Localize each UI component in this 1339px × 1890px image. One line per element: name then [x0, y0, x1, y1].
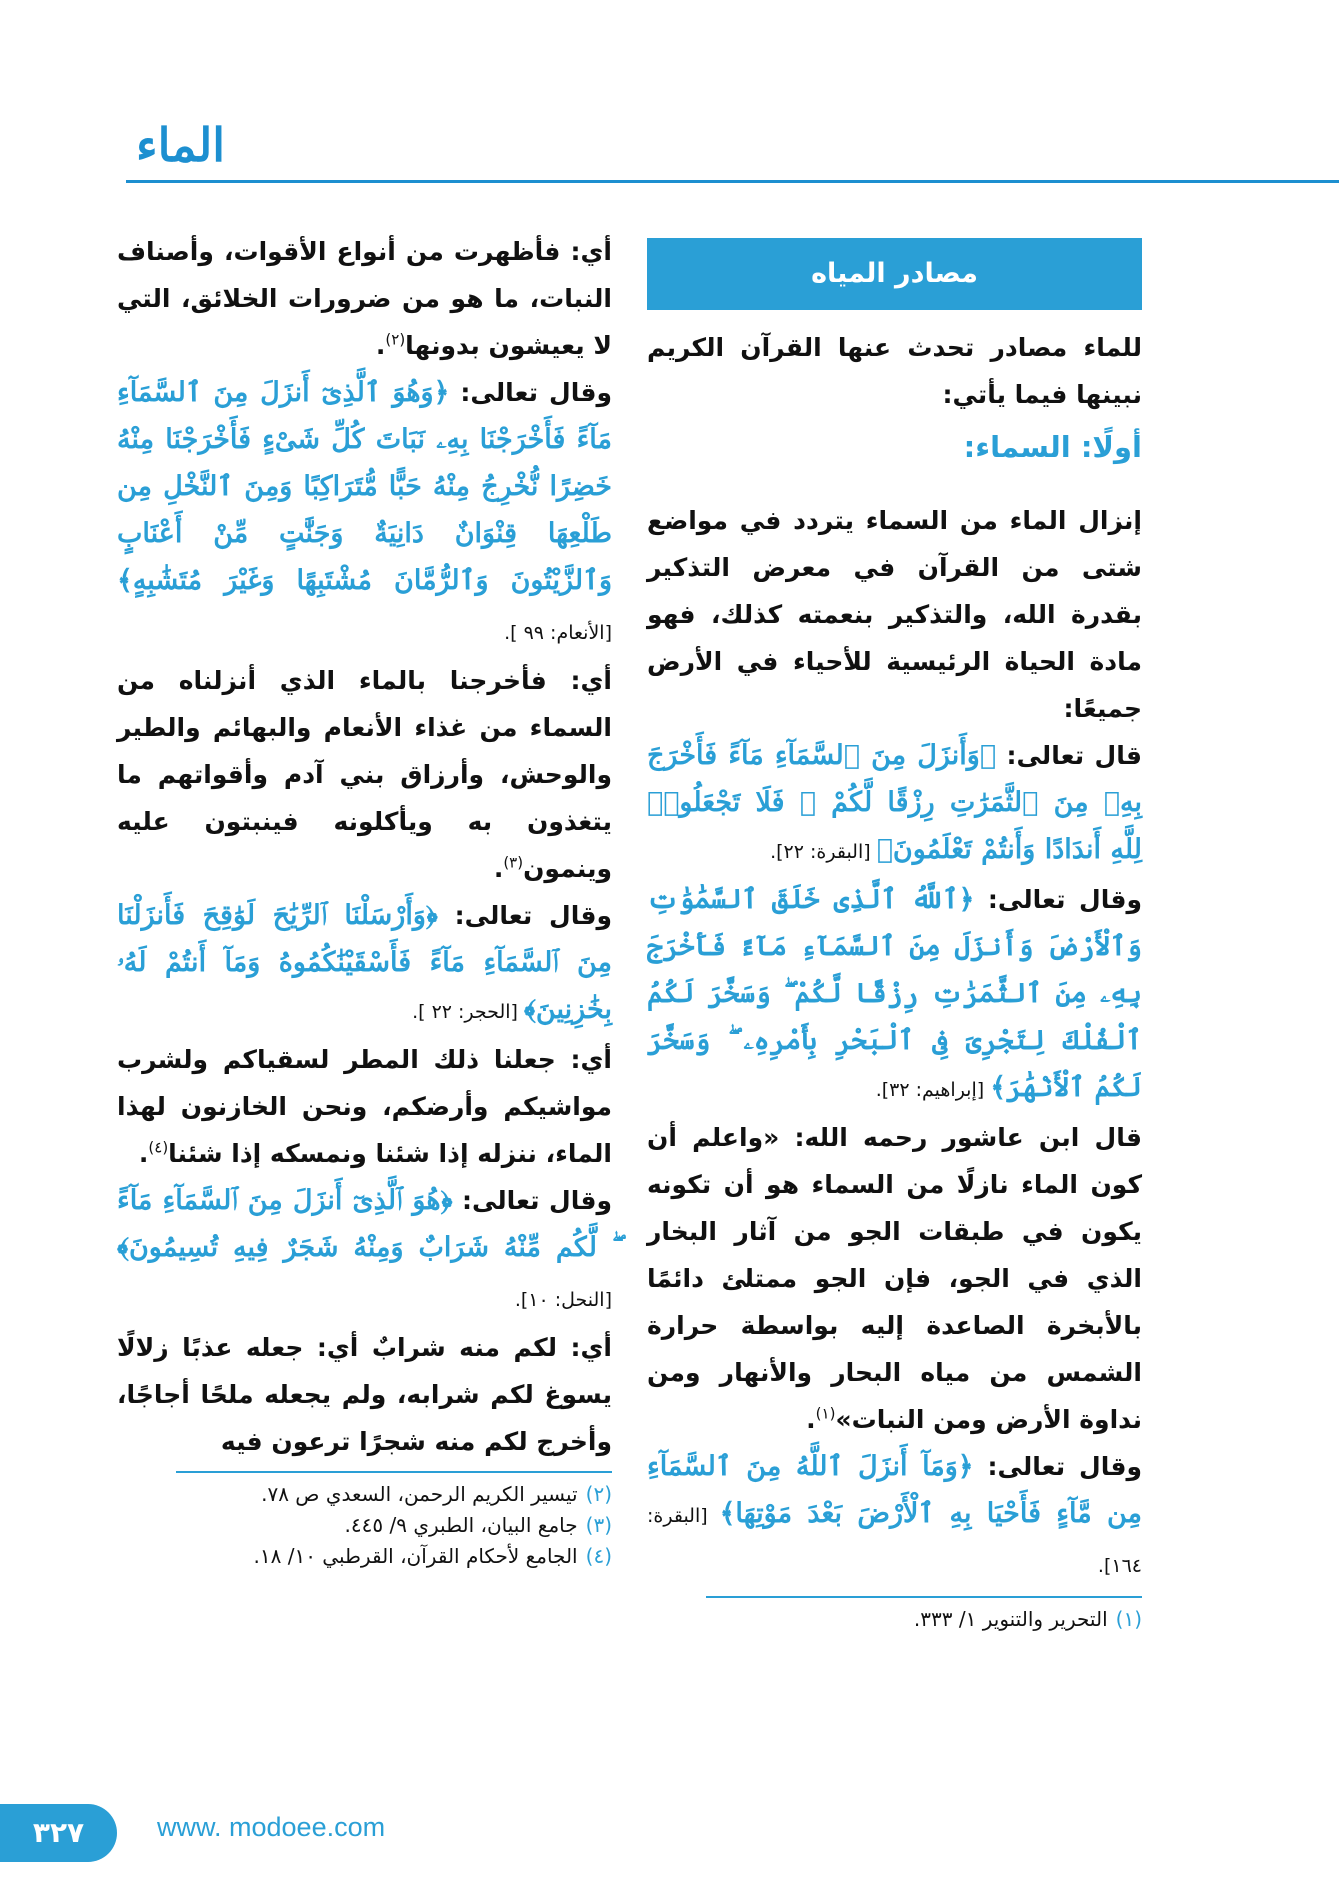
footnote-text: التحرير والتنوير ١/ ٣٣٣. [913, 1607, 1108, 1631]
header-rule [126, 180, 1339, 183]
paragraph: أي: فأظهرت من أنواع الأقوات، وأصناف النبات، ما هو من ضرورات الخلائق، التي لا يعيشون بدونها$^{(٢)}$. [117, 237, 612, 360]
quote-block [117, 369, 612, 657]
verse-reference: [البقرة: ١٦٤]. [647, 1505, 1142, 1577]
paragraph-text: أي: فأخرجنا بالماء الذي أنزلناه من السماء من غذاء الأنعام والبهائم والطير والوحش، وأرزاق بني آدم وأقواتهم ما يتغذون به ويأكلونه فينبتون عليه وينمون [117, 666, 612, 883]
right-column [647, 238, 1142, 1635]
quote-lead: وقال تعالى: [452, 1186, 612, 1215]
quote-block [647, 732, 1142, 876]
footnote-separator [706, 1596, 1142, 1598]
subheading: أولًا: السماء: [963, 430, 1142, 464]
quote-block [117, 1177, 612, 1324]
footnote-marker: (٤) [148, 1138, 169, 1157]
paragraph: أي: لكم منه شرابٌ أي: جعله عذبًا زلالًا يسوغ لكم شرابه، ولم يجعله ملحًا أجاجًا، وأخرج لكم منه شجرًا ترعون فيه [117, 1333, 612, 1456]
paragraph-text: أي: جعلنا ذلك المطر لسقياكم ولشرب مواشيكم وأرضكم، ونحن الخازنون لهذا الماء، ننزله إذا شئنا ونمسكه إذا شئنا [117, 1045, 612, 1168]
quote-block [647, 876, 1142, 1114]
paragraph: إنزال الماء من السماء يتردد في مواضع شتى من القرآن في معرض التذكير بقدرة الله، والتذكير بنعمته كذلك، فهو مادة الحياة الرئيسية للأحياء في الأرض جميعًا: [647, 506, 1142, 723]
quote-lead: وقال تعالى: [449, 378, 612, 407]
footnote-marker: (٢) [385, 330, 406, 349]
footnote-number: (١) [1115, 1607, 1142, 1631]
running-title: الماء [136, 118, 226, 172]
footnote-text: تيسير الكريم الرحمن، السعدي ص ٧٨. [261, 1482, 578, 1506]
footnote-separator [176, 1471, 612, 1473]
paragraph-text: أي: فأظهرت من أنواع الأقوات، وأصناف النبات، ما هو من ضرورات الخلائق، التي لا يعيشون بدونها [117, 237, 612, 360]
quran-verse: ﴿وَأَنزَلَ مِنَ ٱلسَّمَآءِ مَآءً فَأَخْرَجَ بِهِۦ مِنَ ٱلثَّمَرَٰتِ رِزْقًا لَّكُمْ ۖ فَلَا تَجْعَلُوا۟ لِلَّهِ أَندَادًا وَأَنتُمْ تَعْلَمُونَ﴾ [647, 740, 1142, 865]
quran-verse: ﴿وَأَرْسَلْنَا ٱلرِّيَٰحَ لَوَٰقِحَ فَأَنزَلْنَا مِنَ ٱلسَّمَآءِ مَآءً فَأَسْقَيْنَٰكُمُوهُ وَمَآ أَنتُمْ لَهُۥ بِخَٰزِنِينَ﴾ [117, 900, 612, 1025]
verse-reference: [الأنعام: ٩٩ ]. [504, 622, 612, 644]
left-column [117, 228, 612, 1572]
paragraph: قال ابن عاشور رحمه الله: «واعلم أن كون الماء نازلًا من السماء هو أن تكونه يكون في طبقات الجو من آثار البخار الذي في الجو، فإن الجو ممتلئ دائمًا بالأبخرة الصاعدة إليه بواسطة حرارة الشمس من مياه البحار والأنهار ومن نداوة الأرض ومن النبات»$^{(١)}$. [647, 1123, 1142, 1434]
quran-verse: ﴿ٱللَّهُ ٱلَّذِى خَلَقَ ٱلسَّمَٰوَٰتِ وَٱلْأَرْضَ وَأَنزَلَ مِنَ ٱلسَّمَآءِ مَآءً فَأَخْرَجَ بِهِۦ مِنَ ٱلثَّمَرَٰتِ رِزْقًا لَّكُمْ ۖ وَسَخَّرَ لَكُمُ ٱلْفُلْكَ لِتَجْرِىَ فِى ٱلْبَحْرِ بِأَمْرِهِۦ ۖ وَسَخَّرَ لَكُمُ ٱلْأَنْهَٰرَ﴾ [647, 884, 1142, 1103]
footnote-text: جامع البيان، الطبري ٩/ ٤٤٥. [344, 1513, 578, 1537]
section-title: مصادر المياه [647, 238, 1142, 310]
footnote-text: الجامع لأحكام القرآن، القرطبي ١٠/ ١٨. [253, 1544, 578, 1568]
footnote [117, 1479, 612, 1510]
quran-verse: ﴿وَمَآ أَنزَلَ ٱللَّهُ مِنَ ٱلسَّمَآءِ مِن مَّآءٍ فَأَحْيَا بِهِ ٱلْأَرْضَ بَعْدَ مَوْتِهَا﴾ [647, 1451, 1142, 1529]
website-link[interactable]: www. modoee.com [157, 1812, 386, 1842]
intro-paragraph: للماء مصادر تحدث عنها القرآن الكريم نبينها فيما يأتي: [647, 333, 1142, 409]
footnote [117, 1541, 612, 1572]
quran-verse: ﴿هُوَ ٱلَّذِىٓ أَنزَلَ مِنَ ٱلسَّمَآءِ مَآءً ۖ لَّكُم مِّنْهُ شَرَابٌ وَمِنْهُ شَجَرٌ فِيهِ تُسِيمُونَ﴾ [117, 1185, 612, 1263]
quote-lead: وقال تعالى: [973, 1452, 1142, 1481]
verse-reference: [النحل: ١٠]. [514, 1289, 612, 1311]
verse-reference: [الحجر: ٢٢ ]. [412, 1001, 524, 1023]
quote-lead: قال تعالى: [996, 741, 1142, 770]
footnote-number: (٣) [585, 1513, 612, 1537]
footnote [117, 1510, 612, 1541]
page-number-badge: ٣٢٧ [0, 1804, 117, 1862]
footnote-marker: (١) [815, 1404, 836, 1423]
paragraph-text: قال ابن عاشور رحمه الله: «واعلم أن كون الماء نازلًا من السماء هو أن تكونه يكون في طبقات الجو من آثار البخار الذي في الجو، فإن الجو ممتلئ دائمًا بالأبخرة الصاعدة إليه بواسطة حرارة الشمس من مياه البحار والأنهار ومن نداوة الأرض ومن النبات» [647, 1123, 1142, 1434]
verse-reference: [إبراهيم: ٣٢]. [875, 1079, 991, 1101]
quote-block [117, 892, 612, 1036]
footnote-number: (٤) [585, 1544, 612, 1568]
quote-lead: وقال تعالى: [437, 901, 612, 930]
quote-lead: وقال تعالى: [974, 885, 1142, 914]
quote-block [647, 1443, 1142, 1590]
paragraph: أي: جعلنا ذلك المطر لسقياكم ولشرب مواشيكم وأرضكم، ونحن الخازنون لهذا الماء، ننزله إذا شئنا ونمسكه إذا شئنا$^{(٤)}$. [117, 1045, 612, 1168]
footnote [647, 1604, 1142, 1635]
footnote-number: (٢) [585, 1482, 612, 1506]
paragraph: أي: فأخرجنا بالماء الذي أنزلناه من السماء من غذاء الأنعام والبهائم والطير والوحش، وأرزاق بني آدم وأقواتهم ما يتغذون به ويأكلونه فينبتون عليه وينمون$^{(٣)}$. [117, 666, 612, 883]
verse-reference: [البقرة: ٢٢]. [770, 841, 877, 863]
footnote-marker: (٣) [503, 853, 524, 872]
quran-verse: ﴿وَهُوَ ٱلَّذِىٓ أَنزَلَ مِنَ ٱلسَّمَآءِ مَآءً فَأَخْرَجْنَا بِهِۦ نَبَاتَ كُلِّ شَىْءٍ فَأَخْرَجْنَا مِنْهُ خَضِرًا نُّخْرِجُ مِنْهُ حَبًّا مُّتَرَاكِبًا وَمِنَ ٱلنَّخْلِ مِن طَلْعِهَا قِنْوَانٌ دَانِيَةٌ وَجَنَّٰتٍ مِّنْ أَعْنَابٍ وَٱلزَّيْتُونَ وَٱلرُّمَّانَ مُشْتَبِهًا وَغَيْرَ مُتَشَٰبِهٍ﴾ [117, 377, 612, 596]
